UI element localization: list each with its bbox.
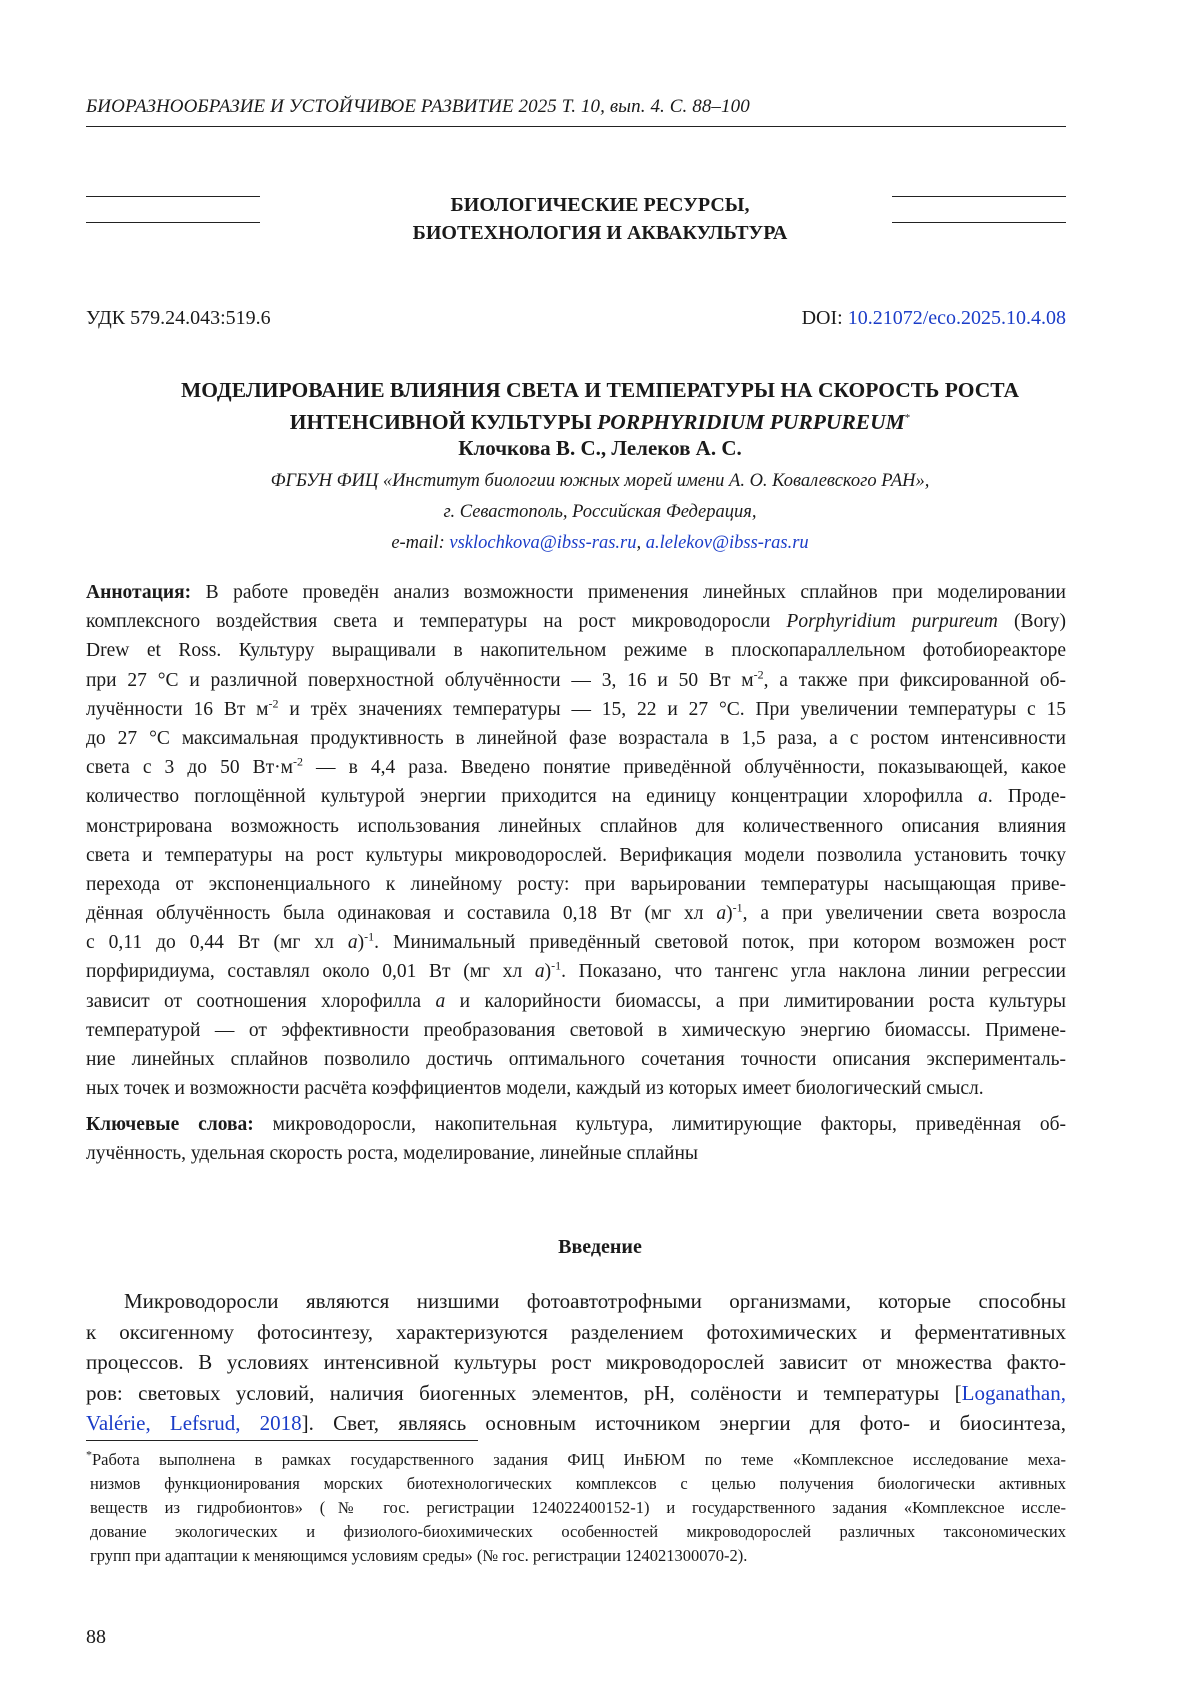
abstract-line: монстрирована возможность использования линейных сплайнов для количественного описания влияния: [86, 815, 1066, 837]
abstract: [86, 578, 1066, 1103]
abstract-line: порфиридиума, составлял около 0,01 Вт (мг хл a)$^{-1}$. Показано, что тангенс угла наклона линии регрессии: [86, 958, 1066, 983]
intro-heading: Введение: [558, 1236, 642, 1258]
section-title-line2: БИОТЕХНОЛОГИЯ И АКВАКУЛЬТУРА: [412, 222, 788, 244]
section-title: [0, 191, 1200, 247]
email-link-2[interactable]: a.lelekov@ibss-ras.ru: [645, 533, 809, 553]
doi-label: DOI:: [801, 307, 848, 329]
intro-line: ров: световых условий, наличия биогенных элементов, pH, солёности и температуры [Loganathan,: [86, 1380, 1066, 1405]
abstract-line: ных точек и возможности расчёта коэффициентов модели, каждый из которых имеет биологический смысл.: [86, 1078, 984, 1100]
footnote-line: низмов функционирования морских биотехнологических комплексов с целью получения биологически активных: [90, 1474, 1066, 1493]
species-name: PORPHYRIDIUM PURPUREUM: [597, 410, 905, 435]
affiliation-line1: ФГБУН ФИЦ «Институт биологии южных морей имени А. О. Ковалевского РАН»,: [270, 471, 930, 491]
citation-link[interactable]: Valérie, Lefsrud, 2018: [86, 1411, 302, 1435]
email-link-1[interactable]: vsklochkova@ibss-ras.ru: [449, 533, 637, 553]
section-title-line1: БИОЛОГИЧЕСКИЕ РЕСУРСЫ,: [450, 194, 750, 216]
intro-line: процессов. В условиях интенсивной культуры рост микроводорослей зависит от множества факто-: [86, 1350, 1066, 1374]
footnote-line: *Работа выполнена в рамках государственного задания ФИЦ ИнБЮМ по теме «Комплексное исследование меха-: [86, 1447, 1066, 1469]
abstract-line: зависит от соотношения хлорофилла a и калорийности биомассы, а при лимитировании роста культуры: [86, 990, 1066, 1012]
abstract-line: ние линейных сплайнов позволило достичь оптимального сочетания точности описания эксперименталь-: [86, 1049, 1066, 1070]
footnote-rule: [86, 1440, 478, 1441]
article-title-line2: ИНТЕНСИВНОЙ КУЛЬТУРЫ PORPHYRIDIUM PURPUREUM*: [289, 410, 911, 435]
footnote-line: дование экологических и физиолого-биохимических особенностей микроводорослей различных таксономических: [90, 1522, 1066, 1541]
footnote-line: веществ из гидробионтов» (№ гос. регистрации 124022400152-1) и государственного задания «Комплексное иссле-: [90, 1498, 1066, 1517]
abstract-line: Drew et Ross. Культуру выращивали в накопительном режиме в плоскопараллельном фотобиореакторе: [86, 640, 1066, 662]
abstract-line: перехода от экспоненциального к линейному росту: при варьировании температуры насыщающая приве-: [86, 873, 1066, 895]
abstract-line: комплексного воздействия света и температуры на рост микроводоросли Porphyridium purpureum (Bory): [86, 611, 1066, 633]
affiliation-line2: г. Севастополь, Российская Федерация,: [443, 502, 757, 522]
doi: [802, 307, 1066, 330]
keywords-line: лучённость, удельная скорость роста, моделирование, линейные сплайны: [86, 1143, 699, 1165]
footnote-line: групп при адаптации к меняющимся условиям среды» (№ гос. регистрации 124021300070-2).: [90, 1546, 748, 1565]
abstract-line: Аннотация: В работе проведён анализ возможности применения линейных сплайнов при моделировании: [86, 582, 1066, 603]
title-footnote-mark[interactable]: *: [904, 412, 911, 424]
keywords-line: Ключевые слова: микроводоросли, накопительная культура, лимитирующие факторы, приведённая об-: [86, 1114, 1066, 1135]
abstract-line: света с 3 до 50 $Вт\cdot м^{-2}$ — в 4,4 раза. Введено понятие приведённой облучённости, показывающей, какое: [86, 754, 1066, 779]
abstract-line: количество поглощённой культурой энергии приходится на единицу концентрации хлорофилла a. Продe-: [86, 786, 1066, 808]
keywords-label: Ключевые слова:: [86, 1114, 254, 1135]
intro-line: Valérie, Lefsrud, 2018]. Свет, являясь основным источником энергии для фото- и биосинтеза,: [86, 1411, 1066, 1435]
abstract-line: до 27 °C максимальная продуктивность в линейной фазе возрастала в 1,5 раза, а с ростом интенсивности: [86, 727, 1066, 749]
citation-link[interactable]: Loganathan,: [961, 1380, 1066, 1405]
abstract-line: света и температуры на рост культуры микроводорослей. Верификация модели позволила установить точку: [86, 844, 1066, 866]
intro-paragraph: [86, 1286, 1066, 1439]
intro-line: к оксигенному фотосинтезу, характеризуются разделением фотохимических и ферментативных: [86, 1319, 1066, 1344]
udk-code: УДК 579.24.043:519.6: [86, 307, 271, 329]
footnote: [86, 1448, 1066, 1568]
intro-line: Микроводоросли являются низшими фотоавтотрофными организмами, которые способны: [124, 1289, 1066, 1313]
doi-link[interactable]: 10.21072/eco.2025.10.4.08: [847, 307, 1066, 329]
abstract-label: Аннотация:: [86, 582, 192, 603]
abstract-line: температурой — от эффективности преобразования световой в химическую энергию биомассы. Примене-: [86, 1019, 1066, 1041]
authors: Клочкова В. С., Лелеков А. С.: [458, 436, 742, 460]
article-title-line1: МОДЕЛИРОВАНИЕ ВЛИЯНИЯ СВЕТА И ТЕМПЕРАТУРЫ НА СКОРОСТЬ РОСТА: [180, 378, 1020, 402]
email-line: e-mail: vsklochkova@ibss-ras.ru, a.lelekov@ibss-ras.ru: [391, 533, 809, 553]
abstract-line: дённая облучённость была одинаковая и составила 0,18 Вт (мг хл a)$^{-1}$, а при увеличении света возросла: [86, 900, 1066, 925]
article-title: [0, 376, 1200, 436]
affiliation: [0, 466, 1200, 559]
abstract-line: при 27 °C и различной поверхностной облучённости — 3, 16 и 50 Вт $м^{-2}$, а также при фиксированной об-: [86, 667, 1067, 691]
footnote-mark: *: [86, 1447, 92, 1462]
keywords: [86, 1110, 1066, 1168]
page-number: 88: [86, 1626, 106, 1648]
abstract-line: лучённости 16 Вт $м^{-2}$ и трёх значениях температуры — 15, 22 и 27 °C. При увеличении температуры с 15: [86, 696, 1067, 720]
abstract-line: с 0,11 до 0,44 Вт (мг хл a)$^{-1}$. Минимальный приведённый световой поток, при котором возможен рост: [86, 929, 1066, 954]
running-head: БИОРАЗНООБРАЗИЕ И УСТОЙЧИВОЕ РАЗВИТИЕ 2025 Т. 10, вып. 4. С. 88–100: [86, 96, 1066, 127]
